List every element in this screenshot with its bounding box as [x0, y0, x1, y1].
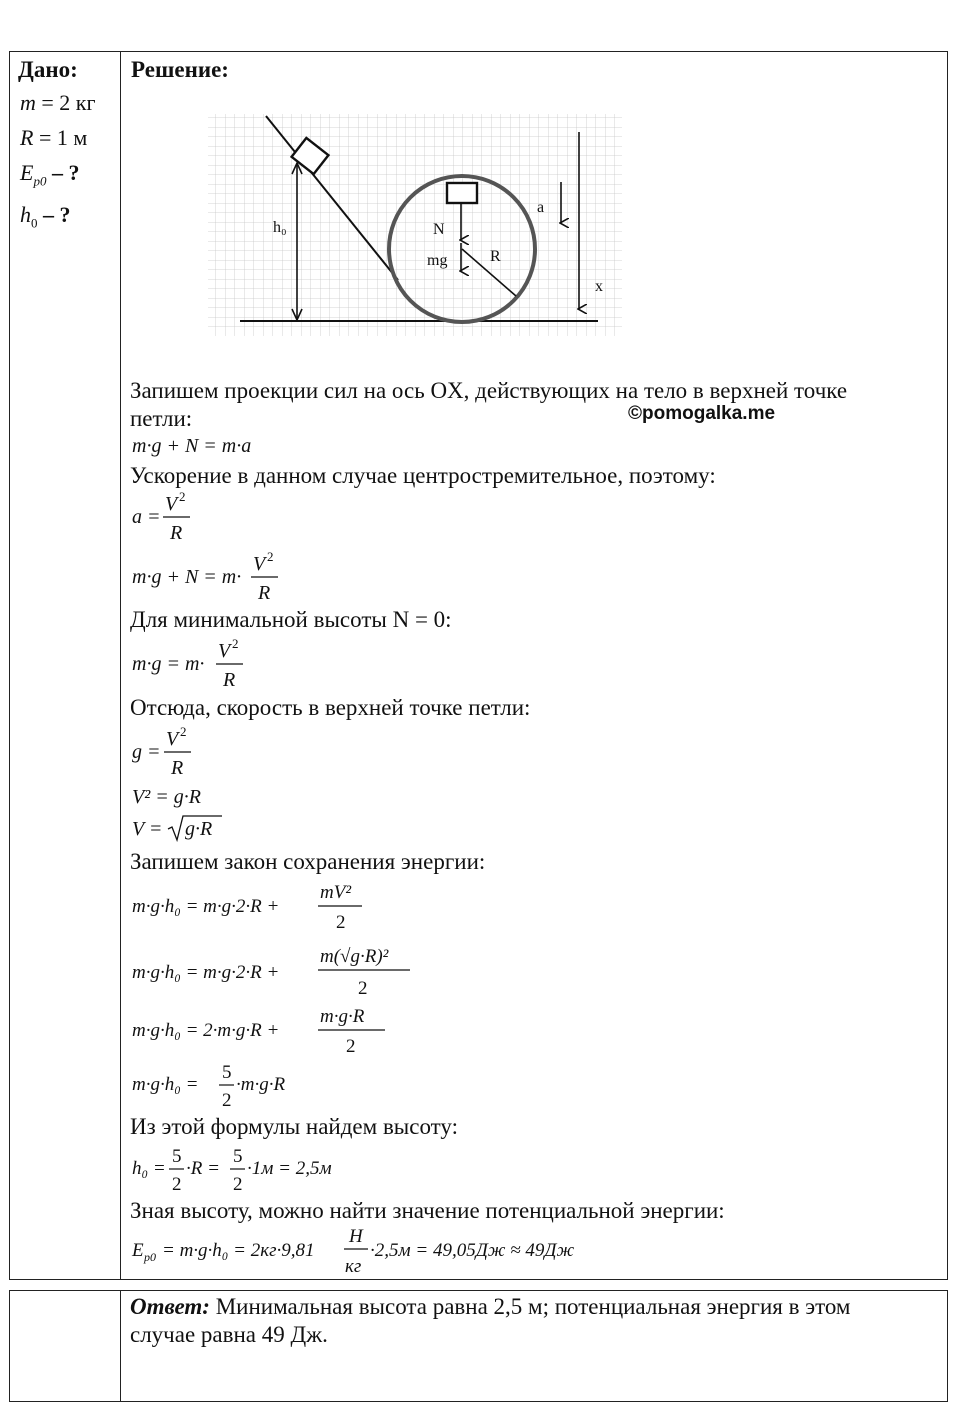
svg-text:2: 2: [233, 1174, 243, 1195]
svg-text:a =: a =: [132, 506, 161, 528]
svg-text:m·g·h₀ = 2·m·g·R +: m·g·h₀ = 2·m·g·R +: [132, 1020, 280, 1041]
svg-text:E: E: [132, 1240, 144, 1261]
paragraph-forces-cont: петли:: [130, 406, 193, 431]
block-at-top: [447, 183, 477, 203]
formula-potential-energy: [130, 1224, 630, 1280]
svg-text:2: 2: [179, 489, 186, 504]
svg-text:m(√g·R)²: m(√g·R)²: [320, 946, 389, 967]
svg-text:mV²: mV²: [320, 882, 352, 903]
paragraph-velocity: Отсюда, скорость в верхней точке петли:: [130, 695, 531, 720]
svg-text:2: 2: [267, 549, 274, 564]
formula-acceleration: [130, 489, 230, 549]
formula-newton-substituted: [130, 549, 330, 609]
svg-text:2: 2: [358, 978, 368, 999]
svg-text:V² = g·R: V² = g·R: [132, 786, 201, 808]
paragraph-min-height: Для минимальной высоты N = 0:: [130, 607, 452, 632]
label-x: x: [595, 278, 603, 295]
formula-v: [130, 813, 270, 843]
formula-energy-1: [130, 878, 390, 934]
svg-text:·m·g·R: ·m·g·R: [236, 1074, 286, 1095]
svg-text:V: V: [253, 553, 266, 575]
formula-height: [130, 1142, 370, 1198]
given-line-mass: m = 2 кг: [20, 90, 96, 115]
paragraph-forces: Запишем проекции сил на ось OX, действующих на тело в верхней точке: [130, 378, 848, 403]
watermark: ©pomogalka.me: [628, 403, 776, 424]
svg-text:2: 2: [222, 1090, 232, 1111]
given-header: Дано:: [18, 57, 78, 82]
formula-energy-4: [130, 1058, 330, 1114]
svg-text:m·g·R: m·g·R: [320, 1006, 365, 1027]
given-line-radius: R = 1 м: [20, 125, 88, 150]
svg-text:R: R: [171, 757, 184, 779]
given-line-height: $h_0$ – ?: [20, 202, 71, 231]
svg-text:m·g·h₀ =: m·g·h₀ =: [132, 1074, 199, 1095]
svg-text:5: 5: [172, 1146, 182, 1167]
svg-text:V: V: [166, 728, 179, 750]
label-mg: mg: [427, 252, 448, 269]
formula-energy-3: [130, 1002, 400, 1058]
label-N: N: [433, 221, 445, 238]
formula-g: [130, 724, 230, 784]
svg-text:m·g·h₀ = m·g·2·R +: m·g·h₀ = m·g·2·R +: [132, 896, 280, 917]
svg-text:h₀ =: h₀ =: [132, 1158, 166, 1179]
svg-text:m·g + N = m·: m·g + N = m·: [132, 566, 242, 588]
paragraph-centripetal: Ускорение в данном случае центростремительное, поэтому:: [130, 463, 716, 488]
svg-text:Н: Н: [349, 1226, 363, 1247]
svg-text:·R =: ·R =: [186, 1158, 220, 1179]
answer-line-1: Ответ: Минимальная высота равна 2,5 м; потенциальная энергия в этом: [130, 1294, 851, 1319]
label-a: a: [537, 199, 545, 216]
column-divider: [120, 52, 121, 1279]
svg-text:g·R: g·R: [185, 818, 213, 840]
formula-energy-2: [130, 940, 420, 1000]
solution-header: Решение:: [131, 57, 229, 82]
paragraph-find-height: Из этой формулы найдем высоту:: [130, 1114, 458, 1139]
svg-text:·1м = 2,5м: ·1м = 2,5м: [247, 1158, 332, 1179]
svg-text:·2,5м = 49,05Дж ≈ 49Дж: ·2,5м = 49,05Дж ≈ 49Дж: [370, 1240, 575, 1261]
svg-text:p0: p0: [144, 1250, 156, 1264]
svg-text:5: 5: [233, 1146, 243, 1167]
svg-text:2: 2: [180, 724, 187, 739]
svg-text:кг: кг: [345, 1256, 362, 1277]
svg-text:m·g·h₀ = m·g·2·R +: m·g·h₀ = m·g·2·R +: [132, 962, 280, 983]
given-line-energy: $E_{p0}$ – ?: [20, 160, 80, 189]
answer-label: Ответ:: [130, 1294, 210, 1319]
paragraph-potential-energy: Зная высоту, можно найти значение потенциальной энергии:: [130, 1198, 725, 1223]
svg-text:= m·g·h₀ = 2кг·9,81: = m·g·h₀ = 2кг·9,81: [162, 1240, 315, 1261]
paragraph-energy-law: Запишем закон сохранения энергии:: [130, 849, 486, 874]
svg-text:2: 2: [336, 912, 346, 933]
formula-n-zero: [130, 636, 290, 696]
svg-text:V: V: [165, 493, 178, 515]
svg-text:g =: g =: [132, 741, 161, 763]
svg-text:2: 2: [172, 1174, 182, 1195]
label-h0: h₀: [273, 219, 287, 236]
svg-text:V =: V =: [132, 818, 163, 840]
svg-text:m·g = m·: m·g = m·: [132, 653, 205, 675]
formula-newton: [130, 433, 350, 457]
svg-text:5: 5: [222, 1062, 232, 1083]
svg-text:R: R: [170, 522, 183, 544]
svg-text:m·g + N = m·a: m·g + N = m·a: [132, 435, 252, 457]
physics-diagram: [206, 108, 626, 338]
svg-text:V: V: [218, 640, 231, 662]
svg-text:R: R: [258, 582, 271, 604]
svg-text:R: R: [223, 669, 236, 691]
svg-text:2: 2: [346, 1036, 356, 1057]
answer-column-divider: [120, 1291, 121, 1401]
formula-v-squared: [130, 783, 270, 809]
label-R: R: [490, 248, 501, 265]
answer-line-2: случае равна 49 Дж.: [130, 1322, 328, 1347]
svg-text:2: 2: [232, 636, 239, 651]
